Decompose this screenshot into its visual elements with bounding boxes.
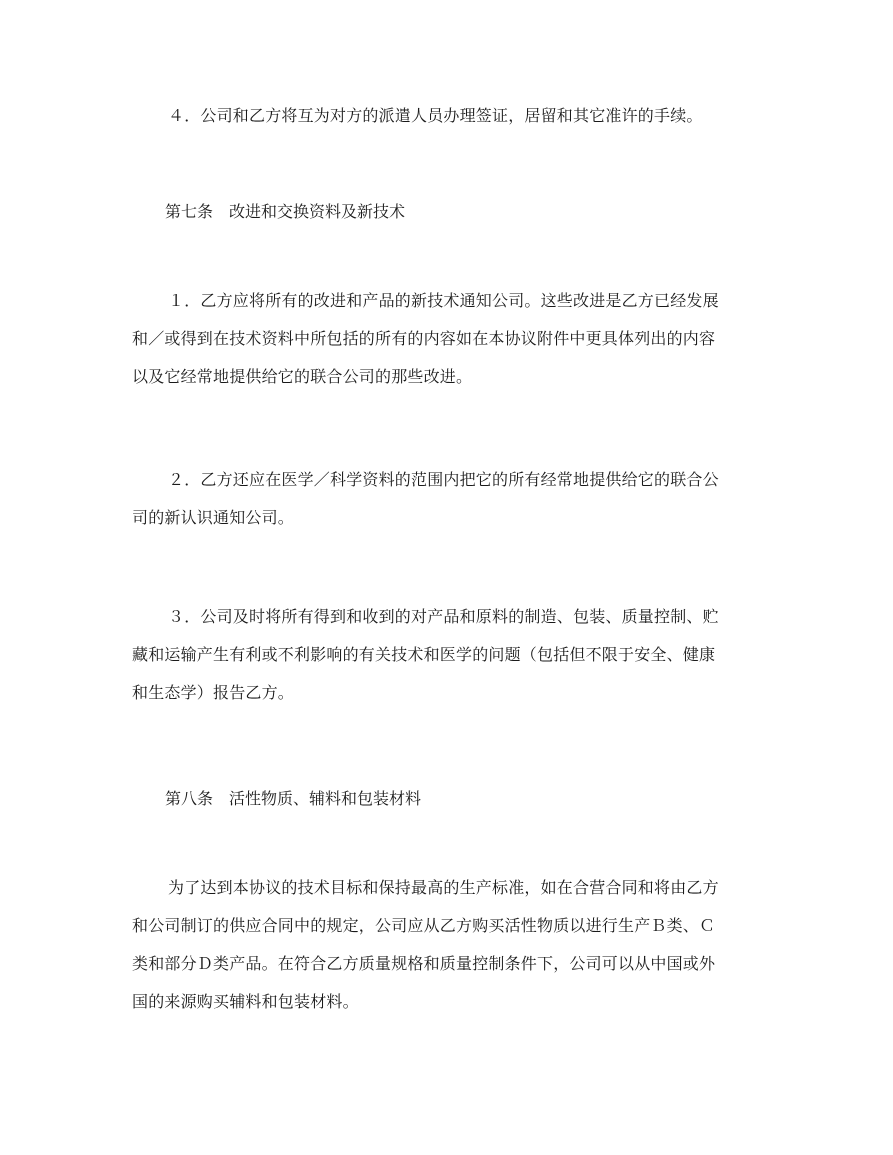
paragraph-line: 为了达到本协议的技术目标和保持最高的生产标准，如在合营合同和将由乙方 [168,878,719,897]
paragraph-line: 和生态学）报告乙方。 [132,683,295,702]
article-8-heading: 第八条 活性物质、辅料和包装材料 [165,789,422,808]
article-8-paragraph [132,869,772,1021]
paragraph-line: １．乙方应将所有的改进和产品的新技术通知公司。这些改进是乙方已经发展 [168,291,719,310]
article-7-heading: 第七条 改进和交换资料及新技术 [165,202,406,221]
paragraph-item-4 [132,97,772,135]
paragraph-line: 司的新认识通知公司。 [132,508,295,527]
paragraph-line: ４．公司和乙方将互为对方的派遣人员办理签证，居留和其它准许的手续。 [168,106,703,125]
paragraph-line: ２．乙方还应在医学／科学资料的范围内把它的所有经常地提供给它的联合公 [168,470,719,489]
paragraph-line: 和公司制订的供应合同中的规定，公司应从乙方购买活性物质以进行生产Ｂ类、Ｃ [132,916,716,935]
paragraph-line: 类和部分Ｄ类产品。在符合乙方质量规格和质量控制条件下，公司可以从中国或外 [132,954,716,973]
article-7-paragraph-3 [132,598,772,712]
paragraph-line: 藏和运输产生有利或不利影响的有关技术和医学的问题（包括但不限于安全、健康 [132,645,716,664]
paragraph-line: 国的来源购买辅料和包装材料。 [132,992,359,1011]
paragraph-line: 以及它经常地提供给它的联合公司的那些改进。 [132,367,473,386]
paragraph-line: ３．公司及时将所有得到和收到的对产品和原料的制造、包装、质量控制、贮 [168,607,719,626]
article-7-paragraph-2 [132,461,772,537]
paragraph-line: 和／或得到在技术资料中所包括的所有的内容如在本协议附件中更具体列出的内容 [132,329,716,348]
article-7-paragraph-1 [132,282,772,396]
